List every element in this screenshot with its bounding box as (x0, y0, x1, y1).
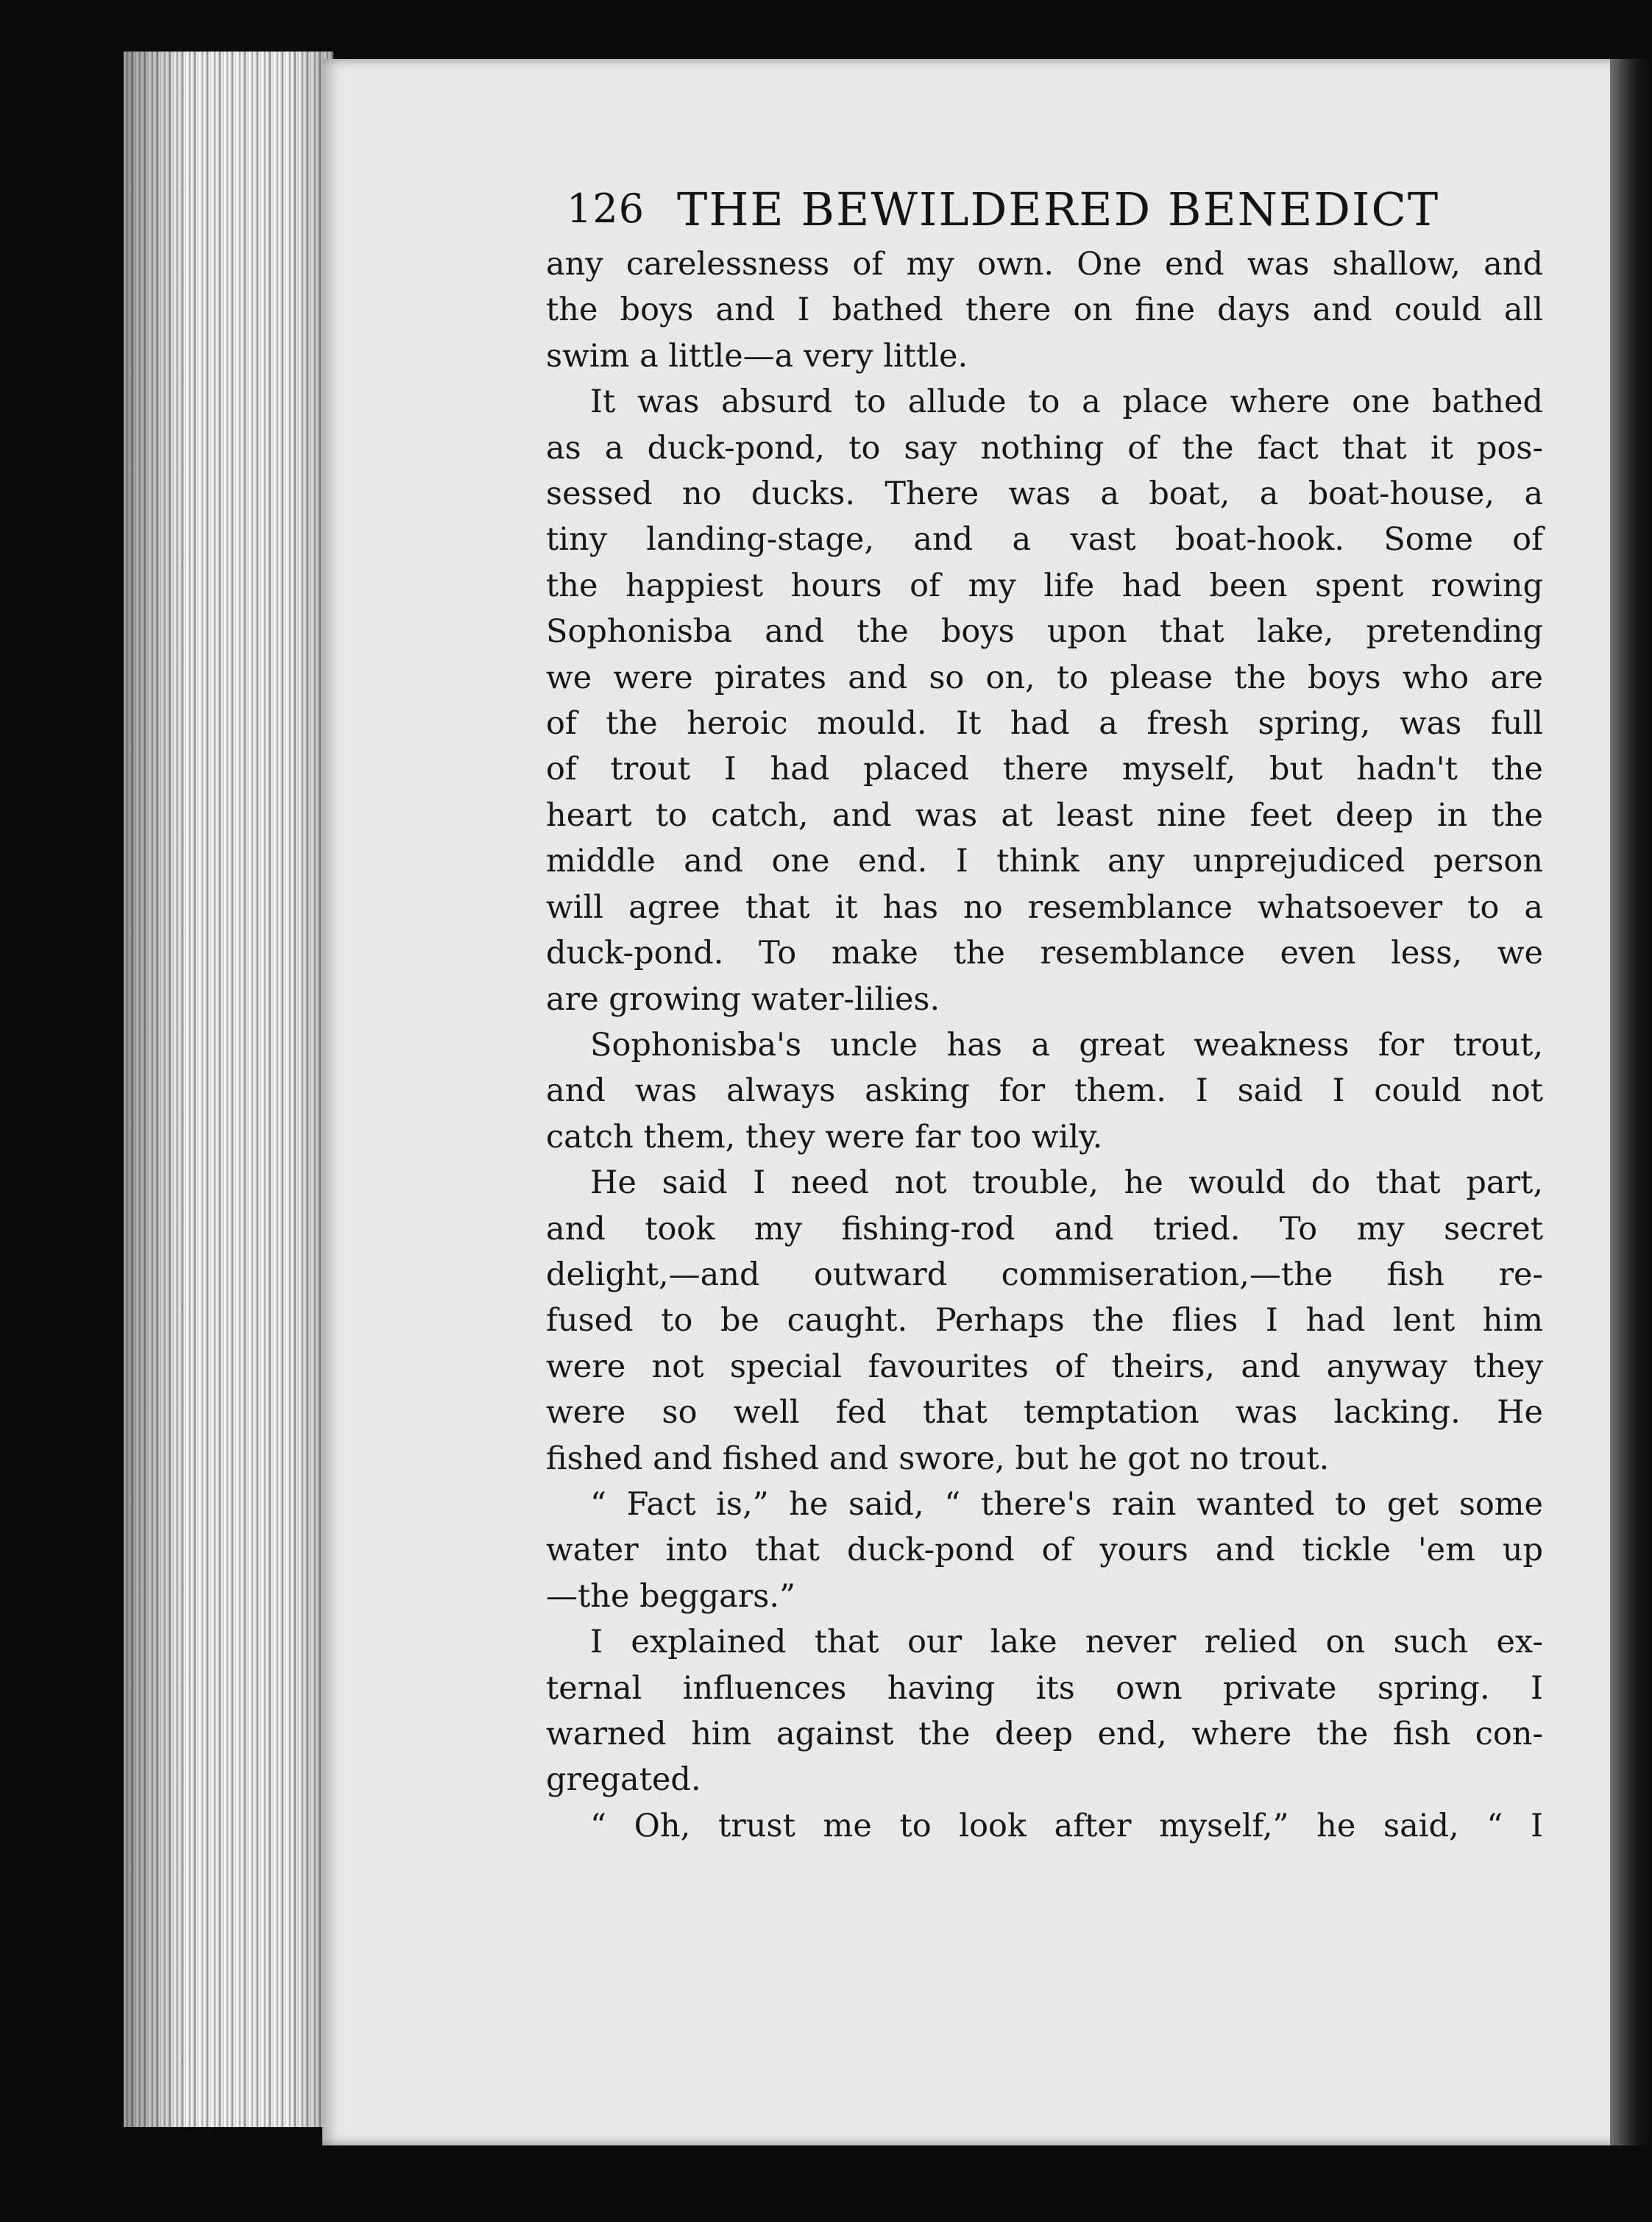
text-line: sessed no ducks. There was a boat, a boat-house, a (546, 475, 1543, 513)
text-line: of the heroic mould. It had a fresh spring, was full (546, 705, 1543, 743)
text-line: “ Fact is,” he said, “ there's rain wanted to get some (590, 1485, 1543, 1523)
text-line: —the beggars.” (546, 1577, 796, 1615)
text-line: It was absurd to allude to a place where one bathed (590, 383, 1543, 421)
page-number: 126 (567, 185, 645, 232)
text-line: water into that duck-pond of yours and tickle 'em up (546, 1532, 1543, 1569)
text-line: tiny landing-stage, and a vast boat-hook. Some of (546, 521, 1543, 559)
text-line: warned him against the deep end, where the fish con- (546, 1716, 1543, 1752)
text-line: Sophonisba's uncle has a great weakness for trout, (590, 1026, 1543, 1064)
text-line: were not special favourites of theirs, and anyway they (546, 1348, 1543, 1385)
text-line: the boys and I bathed there on fine days and could all (546, 291, 1543, 329)
text-line: fished and fished and swore, but he got no trout. (546, 1440, 1330, 1477)
text-line: and took my fishing-rod and tried. To my secret (546, 1210, 1543, 1248)
text-line: as a duck-pond, to say nothing of the fact that it pos- (546, 429, 1543, 467)
text-line: catch them, they were far too wily. (546, 1118, 1103, 1156)
text-line: I explained that our lake never relied on such ex- (590, 1624, 1543, 1661)
paragraph (546, 1160, 1543, 1482)
text-line: delight,—and outward commiseration,—the fish re- (546, 1256, 1543, 1293)
text-line: are growing water-lilies. (546, 980, 940, 1018)
page-header (567, 183, 1553, 241)
body-text (546, 241, 1543, 1849)
paragraph (546, 241, 1543, 379)
page-gutter-shadow (1610, 59, 1652, 2145)
book-page-edges (124, 52, 333, 2127)
text-line: any carelessness of my own. One end was shallow, and (546, 246, 1543, 283)
text-line: and was always asking for them. I said I could not (546, 1072, 1543, 1110)
text-line: swim a little—a very little. (546, 337, 968, 375)
paragraph (546, 379, 1543, 1022)
text-line: the happiest hours of my life had been spent rowing (546, 567, 1543, 604)
text-line: “ Oh, trust me to look after myself,” he said, “ I (590, 1807, 1543, 1844)
text-line: will agree that it has no resemblance whatsoever to a (546, 888, 1543, 926)
text-line: of trout I had placed there myself, but hadn't the (546, 751, 1543, 788)
paragraph (546, 1619, 1543, 1803)
text-line: middle and one end. I think any unprejudiced person (546, 843, 1543, 880)
text-line: Sophonisba and the boys upon that lake, pretending (546, 613, 1543, 651)
text-line: heart to catch, and was at least nine feet deep in the (546, 796, 1543, 834)
paragraph (546, 1482, 1543, 1619)
text-line: were so well fed that temptation was lacking. He (546, 1394, 1543, 1432)
text-line: fused to be caught. Perhaps the flies I had lent him (546, 1302, 1543, 1340)
paragraph (546, 1803, 1543, 1849)
text-line: gregated. (546, 1761, 701, 1799)
paragraph (546, 1022, 1543, 1160)
text-line: ternal influences having its own private spring. I (546, 1669, 1543, 1707)
running-head: THE BEWILDERED BENEDICT (677, 183, 1440, 236)
text-line: He said I need not trouble, he would do that part, (590, 1164, 1543, 1202)
text-line: duck-pond. To make the resemblance even less, we (546, 935, 1543, 972)
text-line: we were pirates and so on, to please the boys who are (546, 659, 1543, 696)
